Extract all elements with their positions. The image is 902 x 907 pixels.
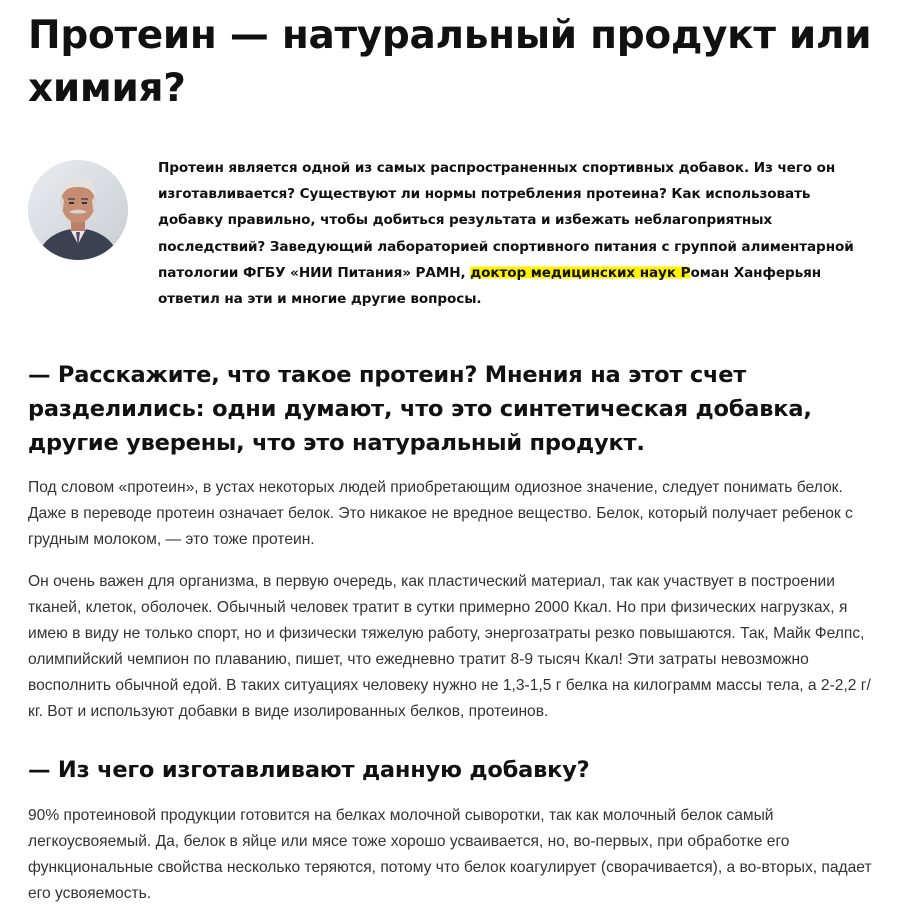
author-avatar: [28, 160, 128, 260]
answer-paragraph: 90% протеиновой продукции готовится на белках молочной сыворотки, так как молочный белок самый легкоусвояемый. Да, белок в яйце или мясе тоже хорошо усваивается, но, во-первых, при обработке его функциональные свойства несколько теряются, потому что белок коагулирует (сворачивается), а во-вторых, падает его усвояемость.: [28, 807, 872, 903]
author-portrait-icon: [28, 160, 128, 260]
answer-paragraph: Он очень важен для организма, в первую очередь, как пластический материал, так как участвует в построении тканей, клеток, оболочек. Обычный человек тратит в сутки примерно 2000 Ккал. Но при физических нагрузках, я имею в виду не только спорт, но и физически тяжелую работу, энергозатраты резко повышаются. Так, Майк Фелпс, олимпийский чемпион по плаванию, пишет, что ежедневно тратит 8-9 тысяч Ккал! Эти затраты невозможно восполнить обычной едой. В таких ситуациях человеку нужно не 1,3-1,5 г белка на килограмм массы тела, а 2-2,2 г/кг. Вот и используют добавки в виде изолированных белков, протеинов.: [28, 573, 871, 721]
answer-paragraph: Под словом «протеин», в устах некоторых людей приобретающим одиозное значение, следует понимать белок. Даже в переводе протеин означает белок. Это никакое не вредное вещество. Белок, который получает ребенок с грудным молоком, — это тоже протеин.: [28, 479, 853, 549]
article-title: Протеин — натуральный продукт или химия?: [28, 13, 872, 111]
highlighted-text: доктор медицинских наук Р: [470, 264, 691, 281]
lead-paragraph: [158, 155, 874, 312]
lead-text-before: Протеин является одной из самых распространенных спортивных добавок. Из чего он изготавливается? Существуют ли нормы потребления протеина? Как использовать добавку правильно, чтобы добиться результата и избежать неблагоприятных последствий? Заведующий лабораторией спортивного питания с группой алиментарной патологии ФГБУ «НИИ Питания» РАМН,: [158, 160, 854, 281]
lead-block: [28, 155, 874, 312]
question-heading: — Из чего изготавливают данную добавку?: [28, 757, 590, 784]
question-heading: — Расскажите, что такое протеин? Мнения на этот счет разделились: одни думают, что это синтетическая добавка, другие уверены, что это натуральный продукт.: [28, 362, 812, 457]
lead-text-after: оман Ханферьян ответил на эти и многие другие вопросы.: [158, 264, 822, 308]
